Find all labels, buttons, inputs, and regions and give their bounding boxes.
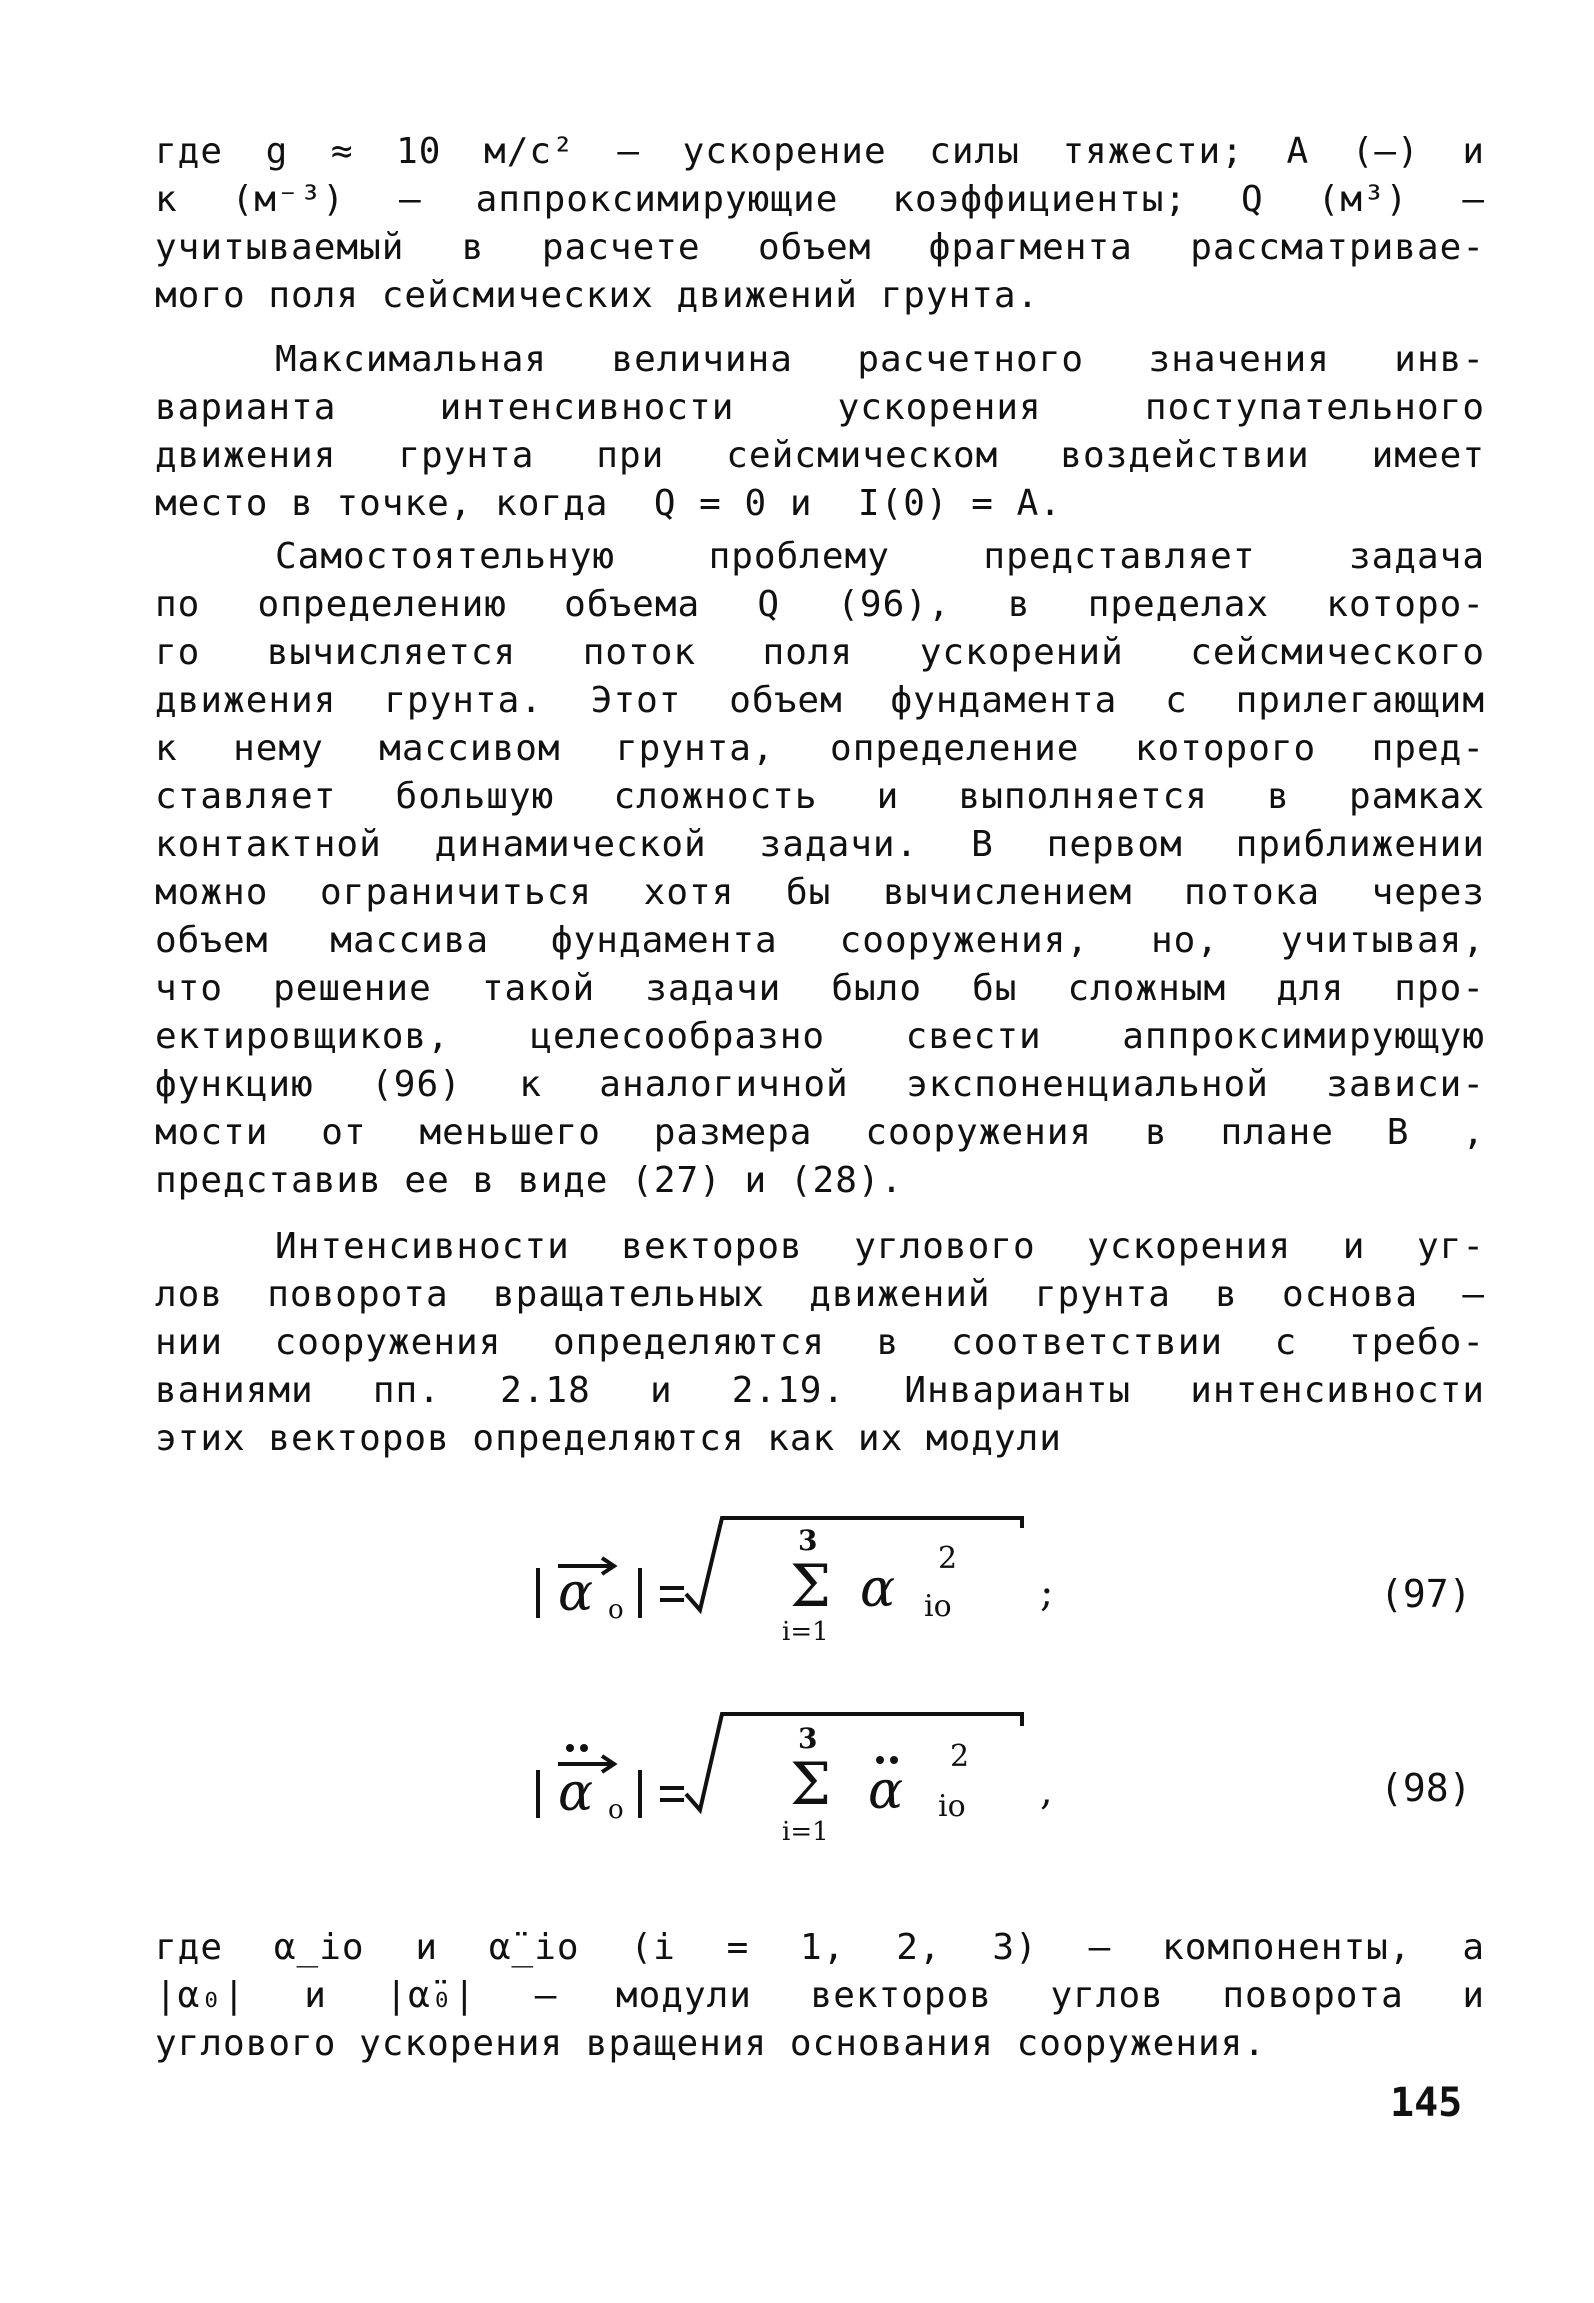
text-line: нии сооружения определяются в соответствии с требо-	[155, 1322, 1485, 1363]
text-line: что решение такой задачи было бы сложным для про-	[155, 968, 1485, 1009]
text-line: ектировщиков, целесообразно свести аппроксимирующую	[155, 1016, 1485, 1057]
superscript: 2	[938, 1541, 958, 1576]
text-line: лов поворота вращательных движений грунта в основа –	[155, 1274, 1485, 1315]
sum-upper: 3	[798, 1722, 818, 1755]
formula-97	[520, 1510, 1080, 1680]
text-line: мого поля сейсмических движений грунта.	[155, 275, 1040, 316]
equation-number-98: (98)	[1380, 1766, 1472, 1810]
subscript: io	[938, 1789, 966, 1824]
text-line: варианта интенсивности ускорения поступательного	[155, 387, 1485, 428]
text-line: где g ≈ 10 м/с² – ускорение силы тяжести; А (–) и	[155, 131, 1485, 172]
sum-upper: 3	[798, 1524, 818, 1557]
text-line: Самостоятельную проблему представляет задача	[275, 536, 1485, 577]
text-line: мости от меньшего размера сооружения в плане В ,	[155, 1112, 1485, 1153]
text-line: к нему массивом грунта, определение которого пред-	[155, 728, 1485, 769]
alpha-symbol: α	[558, 1763, 594, 1823]
page-number: 145	[1390, 2080, 1463, 2126]
sum-lower: i=1	[782, 1817, 829, 1847]
text-line: ваниями пп. 2.18 и 2.19. Инварианты интенсивности	[155, 1370, 1485, 1411]
alpha-symbol: α	[860, 1559, 896, 1619]
text-line: Интенсивности векторов углового ускорения и уг-	[275, 1226, 1485, 1267]
alpha-symbol: α	[868, 1761, 904, 1821]
alpha-symbol: α	[558, 1563, 594, 1623]
text-line: углового ускорения вращения основания сооружения.	[155, 2023, 1267, 2064]
text-line: представив ее в виде (27) и (28).	[155, 1160, 904, 1201]
text-line: этих векторов определяются как их модули	[155, 1418, 1062, 1459]
text-line: где α_io и α̈_io (i = 1, 2, 3) – компоненты, а	[155, 1927, 1485, 1968]
text-line: учитываемый в расчете объем фрагмента рассматривае-	[155, 227, 1485, 268]
text-line: |α₀| и |α̈₀| – модули векторов углов поворота и	[155, 1975, 1485, 2016]
text-line: к (м⁻³) – аппроксимирующие коэффициенты; Q (м³) –	[155, 179, 1485, 220]
text-line: Максимальная величина расчетного значения инв-	[275, 339, 1485, 380]
equation-number-97: (97)	[1380, 1572, 1472, 1616]
text-line: ставляет большую сложность и выполняется в рамках	[155, 776, 1485, 817]
svg-text:;: ;	[1040, 1570, 1054, 1616]
svg-text:,: ,	[1040, 1768, 1053, 1814]
sum-lower: i=1	[782, 1617, 829, 1647]
text-line: по определению объема Q (96), в пределах которо-	[155, 584, 1485, 625]
sum-symbol: Σ	[790, 1750, 832, 1818]
text-line: место в точке, когда Q = 0 и I(0) = А.	[155, 483, 1062, 524]
formula-98	[520, 1700, 1080, 1870]
text-line: можно ограничиться хотя бы вычислением потока через	[155, 872, 1485, 913]
text-line: движения грунта при сейсмическом воздействии имеет	[155, 435, 1485, 476]
text-line: движения грунта. Этот объем фундамента с прилегающим	[155, 680, 1485, 721]
svg-text:o: o	[608, 1595, 624, 1625]
text-line: контактной динамической задачи. В первом приближении	[155, 824, 1485, 865]
superscript: 2	[950, 1739, 970, 1774]
text-line: объем массива фундамента сооружения, но, учитывая,	[155, 920, 1485, 961]
svg-text:o: o	[608, 1795, 624, 1825]
sum-symbol: Σ	[790, 1552, 832, 1620]
text-line: функцию (96) к аналогичной экспоненциальной зависи-	[155, 1064, 1485, 1105]
text-line: го вычисляется поток поля ускорений сейсмического	[155, 632, 1485, 673]
subscript: io	[924, 1589, 952, 1624]
